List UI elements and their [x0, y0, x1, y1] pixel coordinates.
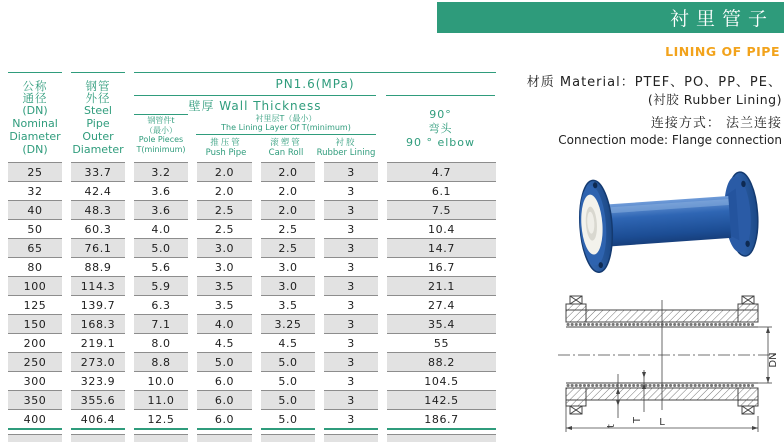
- page-title: 衬里管子: [669, 8, 774, 30]
- table-cell: 219.1: [71, 333, 125, 352]
- cutoff-row: [134, 434, 188, 442]
- table-cell: 3: [324, 333, 378, 352]
- dim-label-dn: DN: [768, 352, 779, 368]
- table-cell: 32: [8, 181, 62, 200]
- table-cell: 5.0: [134, 238, 188, 257]
- col-header-can-roll: 滚塑管 Can Roll: [268, 138, 304, 158]
- table-cell: 2.5: [261, 238, 315, 257]
- table-cell: 3: [324, 390, 378, 409]
- cutoff-row: [261, 434, 315, 442]
- dim-label-L: L: [659, 417, 665, 428]
- table-cell: 355.6: [71, 390, 125, 409]
- table-cell: 35.4: [387, 314, 496, 333]
- table-cell: 3.6: [134, 181, 188, 200]
- table-cell: 27.4: [387, 295, 496, 314]
- table-cell: 3: [324, 219, 378, 238]
- table-cell: 60.3: [71, 219, 125, 238]
- col-header-pole-pieces: 钢管件t （最小） Pole Pieces T(minimum): [134, 114, 188, 162]
- table-cell: 3.0: [261, 276, 315, 295]
- table-cell: 3: [324, 257, 378, 276]
- table-cell: 76.1: [71, 238, 125, 257]
- cutoff-row: [71, 434, 125, 442]
- table-cell: 273.0: [71, 352, 125, 371]
- table-cell: 48.3: [71, 200, 125, 219]
- table-cell: 3.0: [197, 238, 252, 257]
- table-cell: 2.0: [261, 162, 315, 181]
- table-cell: 114.3: [71, 276, 125, 295]
- cutoff-row: [324, 434, 378, 442]
- table-cell: 3.5: [197, 276, 252, 295]
- material-line2: (衬胶 Rubber Lining): [647, 92, 782, 107]
- table-cell: 400: [8, 409, 62, 428]
- table-header: [8, 72, 497, 162]
- table-cell: 3.2: [134, 162, 188, 181]
- table-cell: 6.0: [197, 371, 252, 390]
- table-cell: 33.7: [71, 162, 125, 181]
- table-cell: 3.0: [197, 257, 252, 276]
- table-cell: 10.4: [387, 219, 496, 238]
- table-cell: 7.1: [134, 314, 188, 333]
- lined-pipe-photo: [560, 163, 784, 281]
- cutoff-row: [8, 434, 62, 442]
- page-title-banner: [437, 2, 784, 33]
- table-cell: 8.0: [134, 333, 188, 352]
- table-cell: 3.25: [261, 314, 315, 333]
- table-cell: 2.0: [197, 162, 252, 181]
- table-cell: 3: [324, 314, 378, 333]
- table-cell: 150: [8, 314, 62, 333]
- table-cell: 3: [324, 352, 378, 371]
- table-cell: 7.5: [387, 200, 496, 219]
- pressure-rating: PN1.6(MPa): [134, 72, 496, 95]
- cutoff-row: [387, 434, 496, 442]
- table-cell: 4.5: [197, 333, 252, 352]
- table-cell: 42.4: [71, 181, 125, 200]
- table-cell: 100: [8, 276, 62, 295]
- table-cell: 3: [324, 295, 378, 314]
- table-cell: 6.3: [134, 295, 188, 314]
- pressure-group-header: [134, 72, 496, 162]
- table-cell: 139.7: [71, 295, 125, 314]
- page-subtitle: LINING OF PIPE: [665, 44, 780, 59]
- connection-line-en: Connection mode: Flange connection: [558, 133, 782, 147]
- table-cell: 2.0: [197, 181, 252, 200]
- table-cell: 323.9: [71, 371, 125, 390]
- table-cell: 4.0: [134, 219, 188, 238]
- table-cell: 3: [324, 409, 378, 428]
- col-header-nominal-diameter: 公称 通径 (DN) Nominal Diameter (DN): [8, 72, 62, 162]
- table-cell: 12.5: [134, 409, 188, 428]
- table-cell: 2.0: [261, 181, 315, 200]
- dim-label-t: t: [606, 424, 617, 428]
- table-cell: 3: [324, 200, 378, 219]
- table-body: [8, 162, 497, 442]
- table-cell: 3.0: [261, 257, 315, 276]
- table-cell: 186.7: [387, 409, 496, 428]
- table-cell: 3.6: [134, 200, 188, 219]
- lining-layer-group: 衬里层T（最小） The Lining Layer Of T(minimum) 推压管 Push Pipe 滚塑管 Can Roll 衬胶 Rubber Lining: [196, 114, 376, 162]
- spec-table: [8, 72, 497, 442]
- table-cell: 5.0: [261, 390, 315, 409]
- wall-thickness-title: 壁厚 Wall Thickness: [188, 98, 322, 113]
- table-cell: 3: [324, 371, 378, 390]
- table-cell: 125: [8, 295, 62, 314]
- table-cell: 2.5: [261, 219, 315, 238]
- col-header-push-pipe: 推压管 Push Pipe: [205, 138, 247, 158]
- cutoff-row: [197, 434, 252, 442]
- table-cell: 4.7: [387, 162, 496, 181]
- table-cell: 5.0: [261, 371, 315, 390]
- wall-thickness-group: [134, 95, 376, 162]
- table-cell: 5.9: [134, 276, 188, 295]
- table-cell: 3: [324, 181, 378, 200]
- table-cell: 3: [324, 276, 378, 295]
- table-cell: 3.5: [261, 295, 315, 314]
- table-cell: 250: [8, 352, 62, 371]
- col-header-outer-diameter: 钢管 外径 Steel Pipe Outer Diameter: [71, 72, 125, 162]
- table-cell: 2.0: [261, 200, 315, 219]
- col-header-rubber-lining: 衬胶 Rubber Lining: [316, 138, 376, 158]
- table-cell: 168.3: [71, 314, 125, 333]
- table-cell: 142.5: [387, 390, 496, 409]
- table-cell: 55: [387, 333, 496, 352]
- table-cell: 10.0: [134, 371, 188, 390]
- table-cell: 3: [324, 162, 378, 181]
- table-cell: 50: [8, 219, 62, 238]
- table-cell: 4.0: [197, 314, 252, 333]
- table-cell: 5.0: [261, 352, 315, 371]
- material-info-block: [522, 74, 782, 149]
- table-cell: 40: [8, 200, 62, 219]
- table-cell: 4.5: [261, 333, 315, 352]
- table-cell: 2.5: [197, 200, 252, 219]
- table-cell: 65: [8, 238, 62, 257]
- table-cell: 14.7: [387, 238, 496, 257]
- table-cell: 300: [8, 371, 62, 390]
- table-cell: 6.1: [387, 181, 496, 200]
- table-cell: 406.4: [71, 409, 125, 428]
- table-cell: 6.0: [197, 409, 252, 428]
- table-cell: 88.9: [71, 257, 125, 276]
- table-cell: 11.0: [134, 390, 188, 409]
- table-cell: 80: [8, 257, 62, 276]
- table-cell: 25: [8, 162, 62, 181]
- material-line: 材质 Material：PTEF、PO、PP、PE、: [526, 75, 782, 90]
- table-cell: 5.6: [134, 257, 188, 276]
- col-header-elbow: 90° 弯头 90 ° elbow: [386, 95, 495, 162]
- connection-line-cn: 连接方式： 法兰连接: [650, 116, 782, 131]
- technical-drawing: [556, 286, 784, 442]
- table-cell: 3: [324, 238, 378, 257]
- table-cell: 200: [8, 333, 62, 352]
- table-cell: 6.0: [197, 390, 252, 409]
- table-cell: 8.8: [134, 352, 188, 371]
- table-cell: 5.0: [261, 409, 315, 428]
- table-cell: 16.7: [387, 257, 496, 276]
- table-cell: 2.5: [197, 219, 252, 238]
- dim-label-T: T: [632, 416, 643, 424]
- table-cell: 21.1: [387, 276, 496, 295]
- table-cell: 3.5: [197, 295, 252, 314]
- table-cell: 5.0: [197, 352, 252, 371]
- table-cell: 350: [8, 390, 62, 409]
- table-cell: 104.5: [387, 371, 496, 390]
- table-cell: 88.2: [387, 352, 496, 371]
